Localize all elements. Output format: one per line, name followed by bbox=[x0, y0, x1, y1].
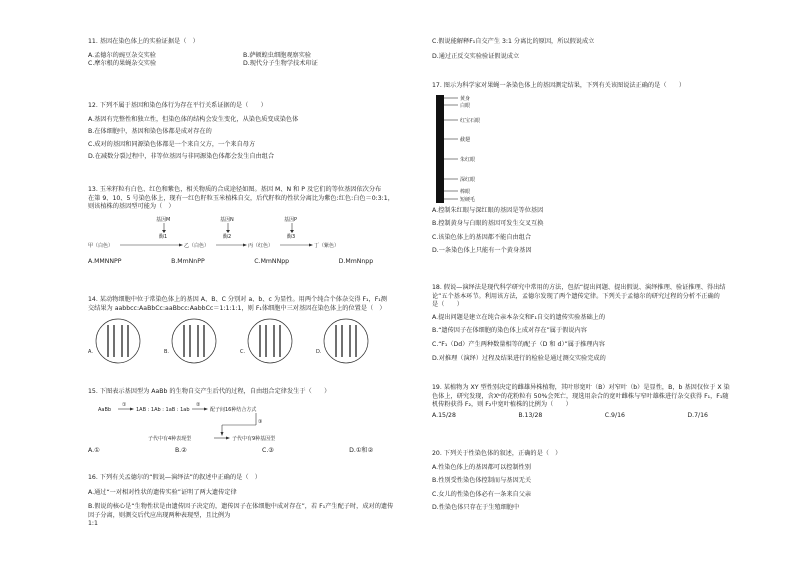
option-c[interactable]: C.成对的基因和同源染色体都是一个来自父方，一个来自母方 bbox=[88, 140, 256, 148]
option-b-continued: 1:1 bbox=[88, 520, 98, 528]
genotype-result: 子代中有9种基因型 bbox=[232, 435, 276, 442]
option-b[interactable]: B.MmNnPP bbox=[171, 257, 205, 265]
question-stem: 20. 下列关于性染色体的叙述，正确的是（ ） bbox=[432, 450, 562, 457]
cell-option-c[interactable] bbox=[240, 319, 292, 363]
pathway-diagram bbox=[88, 214, 388, 258]
pathway-node: 乙（白色） bbox=[184, 242, 210, 249]
gene-label: 黄身 bbox=[460, 95, 471, 102]
question-16-continued bbox=[432, 38, 732, 61]
question-stem-line: 14. 某动物细胞中位于常染色体上的基因 A、B、C 分别对 a、b、c 为显性。用两个纯合个体杂交得 F₁，F₁测 bbox=[88, 296, 387, 303]
question-19 bbox=[432, 384, 732, 420]
gene-label: 深红眼 bbox=[460, 176, 476, 183]
gene-label: 短硬毛 bbox=[460, 196, 476, 203]
option-a[interactable]: A.MMNNPP bbox=[88, 257, 122, 265]
question-stem-line: 色体上，研究发现，含Xᵇ的花粉粒有 50%会死亡，现选用杂合的宽叶雌株与窄叶雄株进行杂交获得 F₁，F₁随 bbox=[432, 392, 729, 400]
step-mark: ② bbox=[196, 401, 201, 408]
option-d[interactable]: D.通过正反交实验验证假说成立 bbox=[432, 52, 520, 60]
options bbox=[432, 314, 732, 363]
gene-label: 基因P bbox=[284, 216, 298, 223]
question-20 bbox=[432, 450, 732, 513]
gamete-ratio: 1AB : 1Ab : 1aB : 1ab bbox=[136, 406, 190, 413]
enzyme-label: 酶1 bbox=[159, 233, 168, 240]
gene-label: 白眼 bbox=[460, 102, 471, 109]
option-a[interactable]: A.基因有完整性和独立性，但染色体的结构会发生变化，从染色质变成染色体 bbox=[88, 115, 299, 123]
options bbox=[88, 116, 398, 162]
option-c[interactable]: C.③ bbox=[262, 446, 274, 454]
option-b[interactable]: B.在体细胞中，基因和染色体都是成对存在的 bbox=[88, 128, 212, 136]
cell-option-a[interactable] bbox=[88, 319, 140, 363]
question-stem-line: 13. 玉米籽粒有白色、红色和紫色，相关物质的合成途径如图。基因 M、N 和 P 及它们的等位基因依次分布 bbox=[88, 186, 382, 193]
question-12 bbox=[88, 102, 398, 162]
step-mark: ③ bbox=[258, 418, 263, 425]
cross-process-diagram bbox=[88, 399, 388, 445]
option-b[interactable]: B.13/28 bbox=[518, 411, 543, 419]
options bbox=[88, 489, 398, 529]
option-c[interactable]: C.该染色体上的基因都不能自由组合 bbox=[432, 233, 532, 241]
question-stem: 12. 下列不属于基因和染色体行为存在平行关系证据的是（ ） bbox=[88, 102, 267, 109]
option-a[interactable]: A.通过“一对相对性状的遗传实验”证明了两大遗传定律 bbox=[88, 488, 237, 496]
question-16 bbox=[88, 474, 398, 529]
chromosome-options-figure bbox=[88, 317, 388, 369]
option-b[interactable]: B.② bbox=[174, 446, 187, 454]
gene-label: 朱红眼 bbox=[460, 156, 476, 163]
option-a[interactable]: A.性染色体上的基因都可以控制性别 bbox=[432, 463, 531, 471]
question-stem-line: 交结果为 aabbcc:AaBbCc:aaBbcc:AabbCc＝1:1:1:1，则 F₁体细胞中三对基因在染色体上的位置是（ ） bbox=[88, 304, 386, 312]
option-a[interactable]: A.15/28 bbox=[432, 411, 456, 419]
option-b[interactable]: B.假说的核心是“生物性状是由遗传因子决定的，遗传因子在体细胞中成对存在”，若 F₁产生配子时，成对的遗传因子分离，则测交后代应出现两种表现型，且比例为 bbox=[88, 503, 394, 519]
question-13 bbox=[88, 186, 398, 266]
fertilization-step: 配子间16种结合方式 bbox=[210, 406, 257, 413]
gene-label: 基因N bbox=[220, 216, 234, 223]
options bbox=[88, 52, 398, 69]
option-b[interactable]: B.性别受性染色体控制而与基因无关 bbox=[432, 477, 532, 485]
cell-option-b[interactable] bbox=[164, 319, 216, 363]
question-stem: 16. 下列有关孟德尔的“假说—演绎法”的叙述中正确的是（ ） bbox=[88, 474, 261, 481]
question-stem-line: 则该植株的基因型可能为（ ） bbox=[88, 203, 175, 211]
options bbox=[88, 447, 373, 456]
option-d[interactable]: D.①和② bbox=[349, 446, 374, 454]
option-c[interactable]: C.摩尔根的果蝇杂交实验 bbox=[88, 60, 157, 68]
option-c[interactable]: C.假说能解释F₁自交产生 3:1 分离比的原因，所以假说成立 bbox=[432, 38, 595, 45]
option-c[interactable]: C.9/16 bbox=[604, 411, 625, 419]
cell-option-d[interactable] bbox=[316, 319, 368, 363]
question-stem-line: 机传粉获得 F₂，则 F₂中宽叶植株的比例为（ ） bbox=[432, 401, 572, 409]
option-b[interactable]: B.“遗传因子在体细胞的染色体上成对存在”属于假说内容 bbox=[432, 327, 587, 335]
question-stem: 11. 基因在染色体上的实验证据是（ ） bbox=[88, 38, 199, 45]
options bbox=[432, 464, 732, 513]
option-c[interactable]: C.“F₁（Dd）产生两种数量相等的配子（D 和 d）”属于推理内容 bbox=[432, 340, 605, 348]
chromosome-gene-map bbox=[432, 93, 552, 207]
phenotype-result: 子代中有4种表现型 bbox=[148, 435, 192, 442]
question-stem-line: 19. 某植物为 XY 型性别决定的雌雄异株植物，其叶形宽叶（B）对窄叶（b）是显性，B，b 基因仅位于 X 染 bbox=[432, 384, 730, 391]
option-a[interactable]: A.① bbox=[88, 446, 100, 454]
option-d[interactable]: D.在减数分裂过程中，非等位基因与非同源染色体都会发生自由组合 bbox=[88, 153, 275, 161]
gene-label: 红宝石眼 bbox=[460, 117, 481, 124]
question-17 bbox=[432, 82, 732, 256]
option-label: D. bbox=[316, 349, 322, 356]
question-stem: 15. 下图表示基因型为 AaBb 的生物自交产生后代的过程，自由组合定律发生于（ ） bbox=[88, 388, 331, 395]
options bbox=[432, 207, 732, 256]
option-label: B. bbox=[164, 349, 170, 356]
gene-label: 基因M bbox=[156, 216, 171, 223]
option-c[interactable]: C.MmNNpp bbox=[254, 257, 290, 265]
option-d[interactable]: D.现代分子生物学技术印证 bbox=[243, 60, 318, 68]
question-stem: 17. 图示为科学家对果蝇一条染色体上的基因测定结果，下列有关该图说法正确的是（ ） bbox=[432, 82, 686, 89]
pathway-node: 丁（紫色） bbox=[314, 242, 340, 249]
option-b[interactable]: B.控制黄身与白眼的基因可发生交叉互换 bbox=[432, 220, 544, 228]
question-stem-line: 是（ ） bbox=[432, 301, 463, 309]
gene-label: 截翅 bbox=[460, 136, 471, 143]
option-b[interactable]: B.萨顿蝗虫细胞观察实验 bbox=[243, 51, 312, 59]
option-c[interactable]: C.女儿的性染色体必有一条来自父亲 bbox=[432, 490, 532, 498]
option-d[interactable]: D.性染色体只存在于生殖细胞中 bbox=[432, 504, 520, 512]
option-d[interactable]: D.MmNnpp bbox=[338, 257, 374, 265]
question-stem-line: 在第 9、10、5 号染色体上，现有一红色籽粒玉米植株自交，后代籽粒的性状分离比为紫色:红色:白色＝0:3:1， bbox=[88, 194, 394, 202]
option-label: A. bbox=[88, 349, 93, 356]
option-a[interactable]: A.控制朱红眼与深红眼的基因是等位基因 bbox=[432, 206, 544, 214]
gene-label: 棒眼 bbox=[460, 188, 471, 195]
options bbox=[88, 258, 373, 267]
option-d[interactable]: D.一条染色体上只能有一个黄身基因 bbox=[432, 247, 532, 255]
option-d[interactable]: D.对推理（演绎）过程及结果进行的检验是通过测交实验完成的 bbox=[432, 354, 606, 362]
option-label: C. bbox=[240, 349, 246, 356]
question-14 bbox=[88, 296, 398, 369]
enzyme-label: 酶3 bbox=[287, 233, 296, 240]
question-18 bbox=[432, 284, 732, 363]
enzyme-label: 酶2 bbox=[223, 233, 232, 240]
question-11 bbox=[88, 38, 398, 69]
step-mark: ① bbox=[122, 401, 127, 408]
question-15 bbox=[88, 388, 398, 455]
question-stem-line: 18. 假说—演绎法是现代科学研究中常用的方法，包括“提出问题、提出假说、演绎推理、验证推理、得出结 bbox=[432, 284, 726, 291]
option-d[interactable]: D.7/16 bbox=[687, 411, 708, 419]
question-stem-line: 论”五个基本环节。利用该方法，孟德尔发现了两个遗传定律。下列关于孟德尔的研究过程的分析不正确的 bbox=[432, 292, 720, 300]
parent-genotype: AaBb bbox=[98, 406, 112, 413]
option-a[interactable]: A.提出问题是建立在纯合亲本杂交和F₁自交的遗传实验基础上的 bbox=[432, 313, 606, 321]
option-a[interactable]: A.孟德尔的豌豆杂交实验 bbox=[88, 51, 156, 59]
pathway-node: 丙（红色） bbox=[248, 242, 274, 249]
options bbox=[432, 412, 708, 421]
pathway-node: 甲（白色） bbox=[88, 242, 114, 249]
chromosome-bar bbox=[436, 95, 444, 203]
